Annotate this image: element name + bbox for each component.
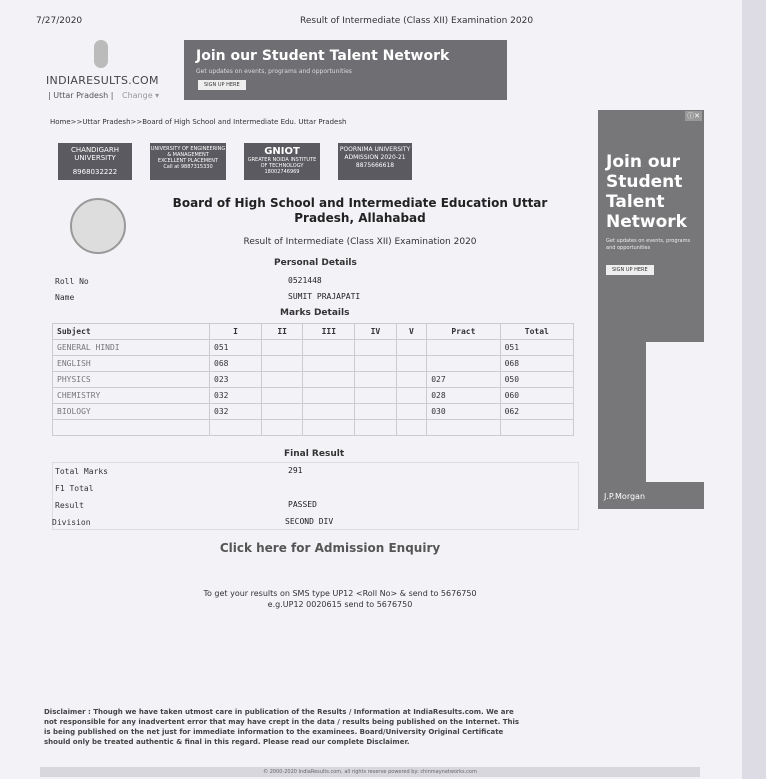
state-selector[interactable] [48, 91, 159, 100]
mark-cell [355, 372, 396, 388]
ad-tag: EXCELLENT PLACEMENT [157, 158, 219, 164]
mark-cell [303, 372, 355, 388]
mark-cell [355, 388, 396, 404]
roll-label: Roll No [55, 277, 89, 286]
mark-cell: 030 [427, 404, 500, 420]
side-banner-ad[interactable] [598, 110, 704, 509]
print-date: 7/27/2020 [36, 16, 83, 26]
subject-cell: ENGLISH [53, 356, 210, 372]
mark-cell: 032 [210, 404, 262, 420]
ad-phone: 8968032222 [72, 168, 118, 176]
ad-phone: 18002746969 [264, 169, 300, 175]
mark-cell [355, 340, 396, 356]
mark-cell: 060 [500, 388, 573, 404]
mark-cell [261, 356, 302, 372]
mark-cell [396, 340, 427, 356]
site-logo[interactable] [46, 40, 166, 102]
mark-cell: 023 [210, 372, 262, 388]
board-name: Board of High School and Intermediate Education Uttar Pradesh, Allahabad [172, 196, 548, 225]
mark-cell [355, 420, 396, 436]
mark-cell [427, 420, 500, 436]
table-row [53, 388, 574, 404]
sms-line-2: e.g.UP12 0020615 send to 5676750 [267, 600, 413, 609]
mark-cell [396, 388, 427, 404]
mark-cell [210, 420, 262, 436]
breadcrumb[interactable]: Home>>Uttar Pradesh>>Board of High School and Intermediate Edu. Uttar Pradesh [50, 118, 347, 126]
mark-cell [500, 420, 573, 436]
disclaimer: Disclaimer : Though we have taken utmost care in publication of the Results / Information at IndiaResults.com. We are not responsible for any inadvertent error that may have crept in the data / results being published on the Internet. This is being published on the net just for immediate information to the examinees. Board/University Original Certificate should only be treated authentic & final in this regard. Please read our complete Disclaimer. [44, 708, 520, 746]
admission-enquiry-link[interactable]: Click here for Admission Enquiry [219, 541, 441, 555]
ad-name: POORNIMA UNIVERSITY [339, 146, 411, 153]
subject-cell: GENERAL HINDI [53, 340, 210, 356]
ad-gniot[interactable] [244, 143, 320, 180]
subject-cell [53, 420, 210, 436]
mark-cell [261, 404, 302, 420]
mark-cell: 032 [210, 388, 262, 404]
logo-text: INDIARESULTS.COM [46, 74, 159, 87]
mark-cell [303, 388, 355, 404]
total-value: 291 [288, 466, 303, 475]
subject-cell: PHYSICS [53, 372, 210, 388]
exam-title: Result of Intermediate (Class XII) Examination 2020 [243, 237, 477, 247]
mark-cell [261, 420, 302, 436]
f1-label: F1 Total [55, 484, 94, 493]
ad-name: UNIVERSITY OF ENGINEERING & MANAGEMENT [150, 146, 226, 158]
col-iv: IV [355, 324, 396, 340]
mark-cell [396, 420, 427, 436]
col-i: I [210, 324, 262, 340]
table-row [53, 420, 574, 436]
state-name: | Uttar Pradesh | [48, 91, 114, 100]
marks-heading: Marks Details [280, 308, 350, 318]
mark-cell [261, 372, 302, 388]
col-subject: Subject [53, 324, 210, 340]
ad-name: CHANDIGARH UNIVERSITY [71, 146, 119, 162]
col-v: V [396, 324, 427, 340]
ad-close-icon[interactable]: ⓘ✕ [687, 112, 700, 120]
banner-subtitle: Get updates on events, programs and opportunities [196, 68, 352, 75]
sms-instructions [140, 588, 540, 610]
marks-table [52, 323, 574, 436]
mark-cell [396, 404, 427, 420]
table-row [53, 404, 574, 420]
mark-cell: 028 [427, 388, 500, 404]
subject-cell: CHEMISTRY [53, 388, 210, 404]
subject-cell: BIOLOGY [53, 404, 210, 420]
mark-cell [355, 404, 396, 420]
side-ad-subtitle: Get updates on events, programs and opportunities [606, 238, 691, 251]
sms-line-1: To get your results on SMS type UP12 <Roll No> & send to 5676750 [203, 589, 477, 598]
mark-cell: 051 [210, 340, 262, 356]
change-link[interactable]: Change ▾ [122, 91, 160, 100]
table-row [53, 340, 574, 356]
table-row [53, 372, 574, 388]
ad-chandigarh[interactable] [58, 143, 132, 180]
roll-value: 0521448 [288, 276, 322, 285]
footer: © 2000-2020 IndiaResults.com, all rights reserve powered by: chinmaynetworks.com [40, 767, 700, 777]
ad-phone: Call at 9887315330 [163, 164, 213, 170]
mark-cell [396, 372, 427, 388]
ad-name: GNIOT [264, 146, 300, 157]
print-title: Result of Intermediate (Class XII) Examination 2020 [300, 16, 534, 26]
name-value: SUMIT PRAJAPATI [288, 292, 361, 301]
side-ad-title: Join our Student Talent Network [606, 152, 687, 232]
final-heading: Final Result [284, 449, 345, 459]
banner-signup-button[interactable]: SIGN UP HERE [198, 80, 246, 90]
col-ii: II [261, 324, 302, 340]
mark-cell [303, 340, 355, 356]
personal-heading: Personal Details [274, 258, 357, 268]
col-pract: Pract [427, 324, 500, 340]
mark-cell [427, 356, 500, 372]
name-label: Name [55, 293, 75, 302]
col-iii: III [303, 324, 355, 340]
ad-sub: GREATER NOIDA INSTITUTE OF TECHNOLOGY [247, 157, 317, 169]
logo-figure-icon [94, 40, 108, 68]
mark-cell [396, 356, 427, 372]
ad-uem[interactable] [150, 143, 226, 180]
total-label: Total Marks [55, 467, 108, 476]
mark-cell: 068 [500, 356, 573, 372]
table-row [53, 356, 574, 372]
mark-cell [303, 420, 355, 436]
mark-cell: 050 [500, 372, 573, 388]
mark-cell: 068 [210, 356, 262, 372]
scan-edge [742, 0, 766, 779]
mark-cell: 027 [427, 372, 500, 388]
side-ad-sponsor: J.P.Morgan [604, 492, 646, 501]
board-seal-icon [70, 198, 126, 254]
mark-cell [427, 340, 500, 356]
result-value: PASSED [288, 500, 317, 509]
mark-cell: 062 [500, 404, 573, 420]
col-total: Total [500, 324, 573, 340]
banner-title: Join our Student Talent Network [196, 48, 450, 64]
result-label: Result [55, 501, 84, 510]
ad-poornima[interactable] [338, 143, 412, 180]
mark-cell [261, 340, 302, 356]
mark-cell [303, 356, 355, 372]
division-label: Division [52, 518, 91, 527]
mark-cell [355, 356, 396, 372]
mark-cell: 051 [500, 340, 573, 356]
mark-cell [261, 388, 302, 404]
ad-tag: ADMISSION 2020-21 [344, 154, 406, 161]
table-header-row [53, 324, 574, 340]
ad-phone: 8875666618 [355, 162, 395, 169]
top-banner-ad[interactable] [184, 40, 507, 100]
side-ad-signup-button[interactable]: SIGN UP HERE [606, 265, 654, 275]
division-value: SECOND DIV [285, 517, 334, 526]
mark-cell [303, 404, 355, 420]
side-ad-image-area [646, 342, 704, 482]
